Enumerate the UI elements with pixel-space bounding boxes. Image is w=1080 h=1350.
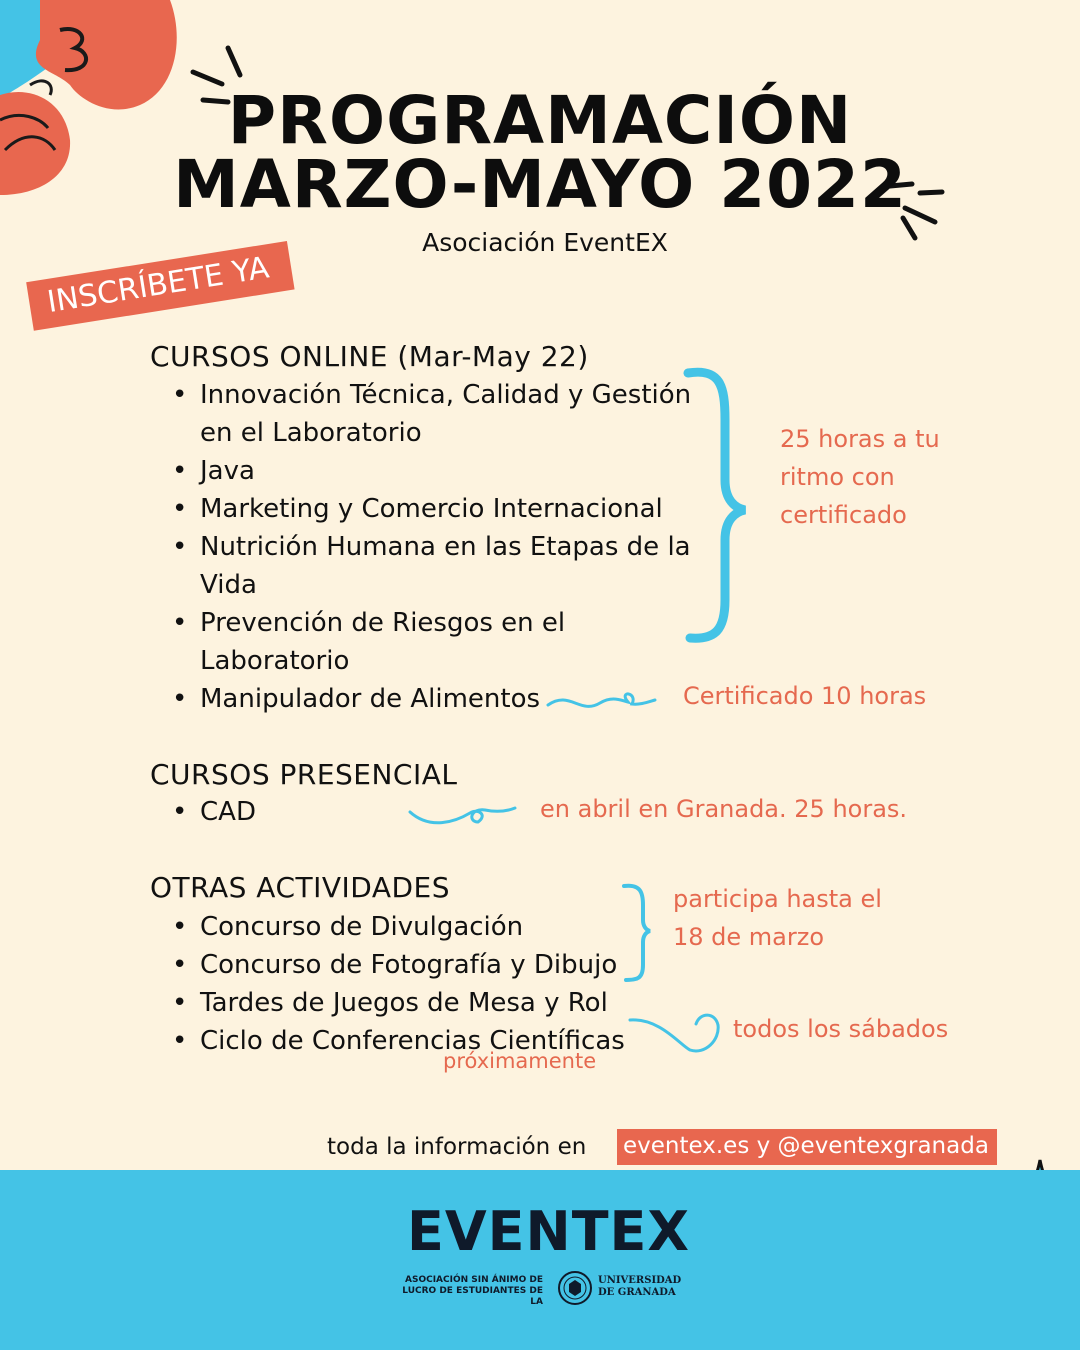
list-item: • Nutrición Humana en las Etapas de la Vida <box>172 528 692 604</box>
activities-list <box>172 908 692 1060</box>
section-heading-online: CURSOS ONLINE (Mar-May 22) <box>150 340 589 373</box>
list-item: • Concurso de Divulgación <box>172 908 692 946</box>
note-10-hours: Certificado 10 horas <box>683 682 927 710</box>
page-subtitle: Asociación EventEX <box>422 228 668 257</box>
note-saturdays: todos los sábados <box>733 1015 949 1043</box>
list-item: • Tardes de Juegos de Mesa y Rol <box>172 984 692 1022</box>
list-item: • Ciclo de Conferencias Científicas <box>172 1022 692 1060</box>
note-coming-soon: próximamente <box>443 1049 597 1073</box>
list-item: • CAD <box>172 793 692 831</box>
university-seal-icon <box>557 1270 593 1306</box>
note-presencial: en abril en Granada. 25 horas. <box>540 795 908 823</box>
page-title-line1: PROGRAMACIÓN <box>227 82 853 159</box>
list-item: • Innovación Técnica, Calidad y Gestión en el Laboratorio <box>172 376 692 452</box>
list-item: • Prevención de Riesgos en el Laboratorio <box>172 604 692 680</box>
online-course-list <box>172 376 692 718</box>
list-item: • Concurso de Fotografía y Dibujo <box>172 946 692 984</box>
info-link[interactable]: eventex.es y @eventexgranada <box>617 1129 997 1165</box>
note-contest-deadline: participa hasta el 18 de marzo <box>673 885 882 951</box>
page-title-line2: MARZO-MAYO 2022 <box>173 146 907 223</box>
association-text: ASOCIACIÓN SIN ÁNIMO DE LUCRO DE ESTUDIANTES DE LA <box>402 1275 543 1307</box>
list-item: • Java <box>172 452 692 490</box>
signup-banner: INSCRÍBETE YA <box>26 241 294 331</box>
list-item: • Manipulador de Alimentos <box>172 680 692 718</box>
list-item: • Marketing y Comercio Internacional <box>172 490 692 528</box>
eventex-logo: EVENTEX <box>406 1200 691 1263</box>
note-25-hours: 25 horas a tu ritmo con certificado <box>780 425 940 529</box>
info-text: toda la información en <box>327 1134 587 1160</box>
section-heading-otras: OTRAS ACTIVIDADES <box>150 871 451 904</box>
section-heading-presencial: CURSOS PRESENCIAL <box>150 758 458 791</box>
university-name: UNIVERSIDAD DE GRANADA <box>598 1275 682 1298</box>
